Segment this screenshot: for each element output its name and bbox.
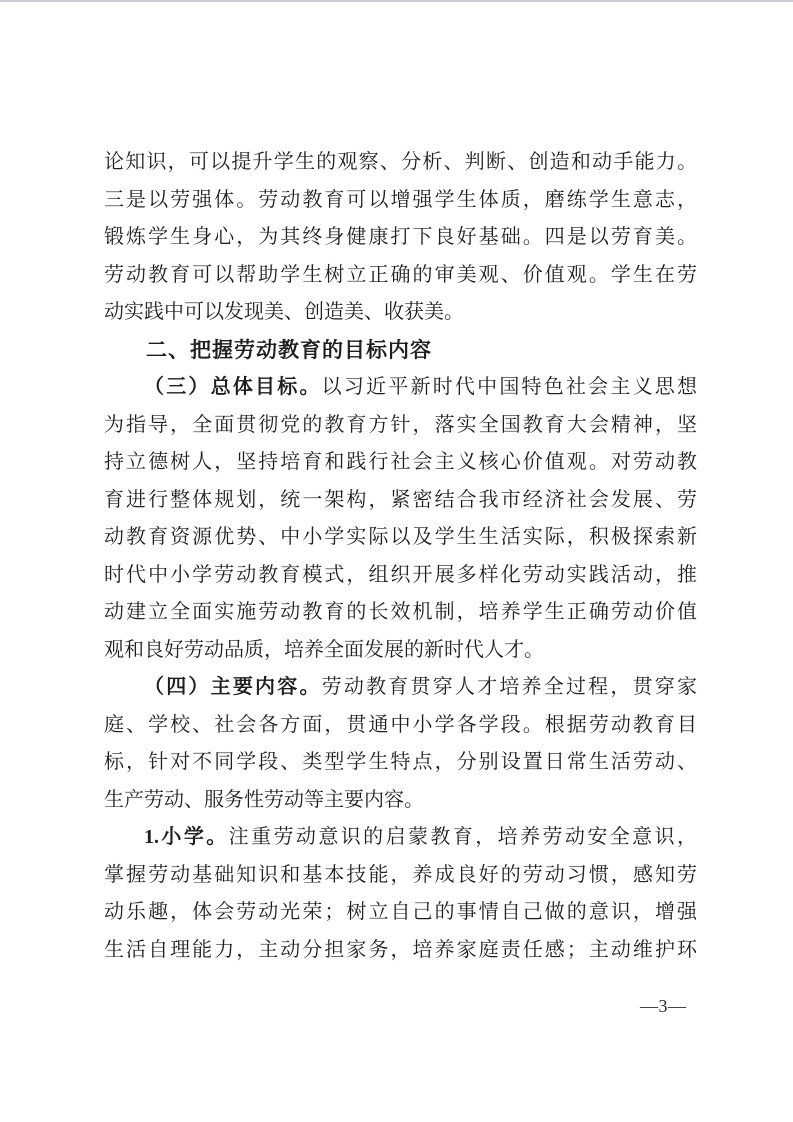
line-text: 注重劳动意识的启蒙教育，培养劳动安全意识， xyxy=(228,826,698,848)
line-text: 生活自理能力，主动分担家务，培养家庭责任感；主动维护环 xyxy=(104,938,697,961)
line-text: 育进行整体规划，统一架构，紧密结合我市经济社会发展、劳 xyxy=(104,488,697,511)
text-line xyxy=(104,669,697,707)
text-line xyxy=(104,369,697,407)
text-line xyxy=(104,294,697,332)
text-line xyxy=(104,819,697,857)
line-text: 持立德树人，坚持培育和践行社会主义核心价值观。对劳动教 xyxy=(104,451,697,473)
text-line xyxy=(104,144,697,182)
line-text: 动建立全面实施劳动教育的长效机制，培养学生正确劳动价值 xyxy=(104,601,697,623)
text-line xyxy=(104,257,697,295)
text-line xyxy=(104,594,697,632)
text-line xyxy=(104,632,697,670)
line-text: 动教育资源优势、中小学实际以及学生生活实际，积极探索新 xyxy=(104,526,697,548)
line-text: 动实践中可以发现美、创造美、收获美。 xyxy=(104,301,464,323)
line-text: 以习近平新时代中国特色社会主义思想 xyxy=(321,376,698,398)
line-text: 生产劳动、服务性劳动等主要内容。 xyxy=(104,788,424,811)
line-text: 劳动教育贯穿人才培养全过程，贯穿家 xyxy=(321,676,698,698)
heading-text: 二、把握劳动教育的目标内容 xyxy=(146,337,432,362)
text-line xyxy=(104,219,697,257)
line-text: 庭、学校、社会各方面，贯通中小学各学段。根据劳动教育目 xyxy=(104,713,697,736)
document-body-text xyxy=(104,144,697,969)
line-bold-text: 1.小学。 xyxy=(144,826,229,848)
section-heading xyxy=(104,332,697,370)
page-top-edge xyxy=(0,0,793,2)
line-text: 时代中小学劳动教育模式，组织开展多样化劳动实践活动，推 xyxy=(104,563,697,586)
line-text: 掌握劳动基础知识和基本技能，养成良好的劳动习惯，感知劳 xyxy=(104,863,697,886)
line-text: 劳动教育可以帮助学生树立正确的审美观、价值观。学生在劳 xyxy=(104,263,697,286)
text-line xyxy=(104,707,697,745)
line-bold-text: （四）主要内容。 xyxy=(144,676,322,698)
text-line xyxy=(104,444,697,482)
page-number: —3— xyxy=(640,996,687,1016)
text-line xyxy=(104,894,697,932)
line-text: 锻炼学生身心，为其终身健康打下良好基础。四是以劳育美。 xyxy=(104,226,697,248)
line-text: 为指导，全面贯彻党的教育方针，落实全国教育大会精神，坚 xyxy=(104,413,697,436)
text-line xyxy=(104,782,697,820)
line-text: 论知识，可以提升学生的观察、分析、判断、创造和动手能力。 xyxy=(104,151,697,173)
line-text: 三是以劳强体。劳动教育可以增强学生体质，磨练学生意志， xyxy=(104,188,697,211)
text-line xyxy=(104,557,697,595)
text-line xyxy=(104,407,697,445)
text-line xyxy=(104,482,697,520)
line-text: 观和良好劳动品质，培养全面发展的新时代人才。 xyxy=(104,638,544,661)
text-line xyxy=(104,932,697,970)
text-line xyxy=(104,744,697,782)
line-text: 动乐趣，体会劳动光荣；树立自己的事情自己做的意识，增强 xyxy=(104,901,697,923)
text-line xyxy=(104,857,697,895)
line-text: 标，针对不同学段、类型学生特点，分别设置日常生活劳动、 xyxy=(104,751,697,773)
line-bold-text: （三）总体目标。 xyxy=(144,376,322,398)
text-line xyxy=(104,182,697,220)
text-line xyxy=(104,519,697,557)
